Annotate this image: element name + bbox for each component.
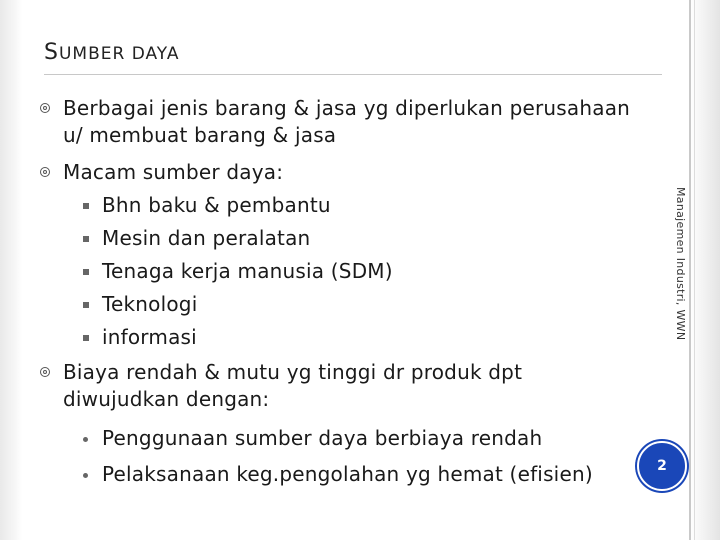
resource-text: informasi	[102, 325, 197, 349]
resource-item	[40, 291, 640, 318]
method-text: Penggunaan sumber daya berbiaya rendah	[102, 426, 543, 450]
right-frame-line	[689, 0, 691, 540]
resource-text: Bhn baku & pembantu	[102, 193, 331, 217]
bullet-item	[40, 159, 640, 186]
dot-bullet-icon	[83, 437, 88, 442]
square-bullet-icon	[83, 269, 89, 275]
square-bullet-icon	[83, 236, 89, 242]
page-number-badge: 2	[637, 441, 687, 491]
bullet-text: Biaya rendah & mutu yg tinggi dr produk dpt diwujudkan dengan:	[63, 360, 523, 411]
square-bullet-icon	[83, 335, 89, 341]
slide-title-rest: UMBER DAYA	[58, 44, 180, 64]
vertical-footer-text: Manajemen Industri, WWN	[674, 187, 687, 341]
resource-text: Teknologi	[102, 292, 198, 316]
square-bullet-icon	[83, 302, 89, 308]
slide-body	[40, 95, 640, 488]
resource-item	[40, 258, 640, 285]
bullet-text: Macam sumber daya:	[63, 160, 284, 184]
method-item	[40, 461, 640, 488]
dot-bullet-icon	[83, 473, 88, 478]
slide-title	[44, 40, 180, 65]
bullet-item	[40, 95, 640, 149]
square-bullet-icon	[83, 203, 89, 209]
bullet-item	[40, 359, 640, 413]
resource-text: Tenaga kerja manusia (SDM)	[102, 259, 393, 283]
resource-item	[40, 192, 640, 219]
title-divider	[44, 74, 662, 75]
left-frame-shade	[0, 0, 22, 540]
resource-text: Mesin dan peralatan	[102, 226, 311, 250]
ring-bullet-icon	[40, 103, 50, 113]
resource-item	[40, 324, 640, 351]
method-item	[40, 425, 640, 452]
right-frame-line-inner	[694, 0, 695, 540]
bullet-text: Berbagai jenis barang & jasa yg diperlukan perusahaan u/ membuat barang & jasa	[63, 96, 631, 147]
method-text: Pelaksanaan keg.pengolahan yg hemat (efisien)	[102, 462, 593, 486]
ring-bullet-icon	[40, 167, 50, 177]
slide-title-initial: S	[44, 40, 59, 65]
ring-bullet-icon	[40, 367, 50, 377]
resource-item	[40, 225, 640, 252]
